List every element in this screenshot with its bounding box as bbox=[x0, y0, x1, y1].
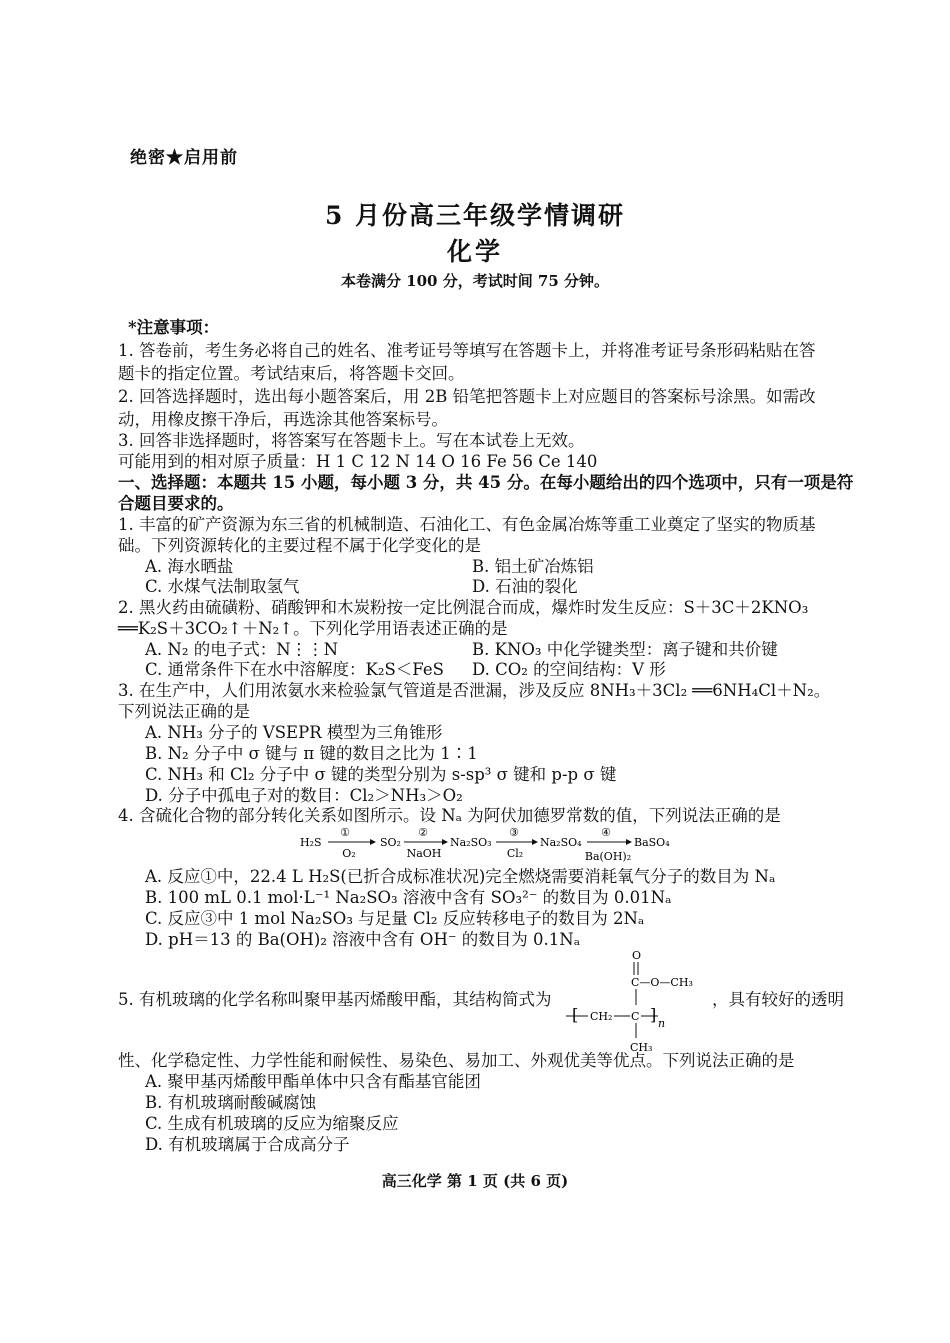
q5-stem-cont: 性、化学稳定性、力学性能和耐候性、易染色、易加工、外观优美等优点。下列说法正确的是 bbox=[118, 1051, 795, 1070]
reagent-o2: O₂ bbox=[342, 847, 356, 860]
step-2-label: ② bbox=[418, 826, 428, 839]
subject-title: 化学 bbox=[446, 237, 503, 266]
species-na2so4: Na₂SO₄ bbox=[540, 836, 582, 849]
notice-line: 动，用橡皮擦干净后，再选涂其他答案标号。 bbox=[118, 410, 448, 429]
q5-option-b: B. 有机玻璃耐酸碱腐蚀 bbox=[145, 1093, 317, 1112]
species-baso4: BaSO₄ bbox=[634, 836, 670, 849]
q1-stem: 1. 丰富的矿产资源为东三省的机械制造、石油化工、有色金属冶炼等重工业奠定了坚实的物质基 bbox=[118, 515, 816, 534]
quaternary-carbon: C bbox=[631, 1010, 640, 1023]
q1-option-b: B. 铝土矿冶炼铝 bbox=[472, 557, 594, 576]
q5-option-d: D. 有机玻璃属于合成高分子 bbox=[145, 1135, 350, 1154]
q1-option-a: A. 海水晒盐 bbox=[145, 557, 234, 576]
q2-option-a: A. N₂ 的电子式：N⋮⋮N bbox=[145, 640, 339, 659]
section-heading-cont: 合题目要求的。 bbox=[118, 494, 234, 513]
pmma-structure bbox=[566, 945, 706, 1055]
q5-stem-post: ，具有较好的透明 bbox=[712, 990, 844, 1009]
q3-option-b: B. N₂ 分子中 σ 键与 π 键的数目之比为 1∶1 bbox=[145, 744, 478, 763]
carbonyl-oxygen: O bbox=[632, 949, 642, 962]
q4-stem: 4. 含硫化合物的部分转化关系如图所示。设 Nₐ 为阿伏加德罗常数的值，下列说法正确的是 bbox=[118, 806, 781, 825]
section-heading: 一、选择题：本题共 15 小题，每小题 3 分，共 45 分。在每小题给出的四个选项中，只有一项是符 bbox=[118, 473, 854, 492]
q2-stem-cont: ══K₂S＋3CO₂↑＋N₂↑。下列化学用语表述正确的是 bbox=[118, 619, 508, 638]
repeat-n: n bbox=[658, 1017, 666, 1030]
notice-heading: *注意事项： bbox=[128, 318, 220, 337]
notice-line: 题卡的指定位置。考试结束后，将答题卡交回。 bbox=[118, 364, 465, 383]
q4-option-a: A. 反应①中，22.4 L H₂S(已折合成标准状况)完全燃烧需要消耗氧气分子的数目为 Nₐ bbox=[145, 867, 776, 886]
species-so2: SO₂ bbox=[380, 836, 401, 849]
step-3-label: ③ bbox=[509, 826, 519, 839]
ch2-group: CH₂ bbox=[590, 1010, 613, 1023]
left-bracket: [ bbox=[572, 1005, 579, 1024]
exam-meta: 本卷满分 100 分，考试时间 75 分钟。 bbox=[340, 272, 610, 290]
q2-option-b: B. KNO₃ 中化学键类型：离子键和共价键 bbox=[472, 640, 778, 659]
q1-stem-cont: 础。下列资源转化的主要过程不属于化学变化的是 bbox=[118, 536, 481, 555]
step-1-label: ① bbox=[340, 826, 350, 839]
q2-stem: 2. 黑火药由硫磺粉、硝酸钾和木炭粉按一定比例混合而成，爆炸时发生反应：S＋3C＋2KNO₃ bbox=[118, 598, 809, 617]
reagent-baoh2: Ba(OH)₂ bbox=[584, 850, 632, 863]
species-h2s: H₂S bbox=[300, 836, 322, 849]
notice-line: 1. 答卷前，考生务必将自己的姓名、准考证号等填写在答题卡上，并将准考证号条形码粘贴在答 bbox=[118, 341, 816, 360]
notice-line: 3. 回答非选择题时，将答案写在答题卡上。写在本试卷上无效。 bbox=[118, 431, 585, 450]
q4-option-b: B. 100 mL 0.1 mol·L⁻¹ Na₂SO₃ 溶液中含有 SO₃²⁻ 的数目为 0.01Nₐ bbox=[145, 888, 672, 907]
q5-stem: 5. 有机玻璃的化学名称叫聚甲基丙烯酸甲酯，其结构简式为 bbox=[118, 990, 552, 1009]
species-na2so3: Na₂SO₃ bbox=[450, 836, 492, 849]
secret-label: 绝密★启用前 bbox=[130, 148, 238, 168]
q3-stem: 3. 在生产中，人们用浓氨水来检验氯气管道是否泄漏，涉及反应 8NH₃＋3Cl₂ ══6NH₄Cl＋N₂。 bbox=[118, 681, 831, 700]
notice-line: 2. 回答选择题时，选出每小题答案后，用 2B 铅笔把答题卡上对应题目的答案标号涂黑。如需改 bbox=[118, 387, 816, 406]
methyl-group: CH₃ bbox=[630, 1041, 653, 1054]
q1-option-c: C. 水煤气法制取氢气 bbox=[145, 577, 300, 596]
q5-option-c: C. 生成有机玻璃的反应为缩聚反应 bbox=[145, 1114, 399, 1133]
ester-group: C—O—CH₃ bbox=[631, 976, 693, 989]
q3-option-a: A. NH₃ 分子的 VSEPR 模型为三角锥形 bbox=[145, 723, 443, 742]
step-4-label: ④ bbox=[601, 826, 611, 839]
q1-option-d: D. 石油的裂化 bbox=[472, 577, 578, 596]
q2-option-d: D. CO₂ 的空间结构：V 形 bbox=[472, 660, 666, 679]
page-footer: 高三化学 第 1 页 (共 6 页) bbox=[381, 1172, 569, 1190]
q3-option-d: D. 分子中孤电子对的数目：Cl₂＞NH₃＞O₂ bbox=[145, 786, 463, 805]
sulfur-conversion-scheme bbox=[300, 824, 680, 868]
exam-title: 5 月份高三年级学情调研 bbox=[324, 201, 626, 230]
q2-option-c: C. 通常条件下在水中溶解度：K₂S＜FeS bbox=[145, 660, 444, 679]
q3-stem-cont: 下列说法正确的是 bbox=[118, 702, 250, 721]
q5-option-a: A. 聚甲基丙烯酸甲酯单体中只含有酯基官能团 bbox=[145, 1072, 481, 1091]
q4-option-d: D. pH＝13 的 Ba(OH)₂ 溶液中含有 OH⁻ 的数目为 0.1Nₐ bbox=[145, 930, 581, 949]
right-bracket: ] bbox=[650, 1005, 657, 1024]
q4-option-c: C. 反应③中 1 mol Na₂SO₃ 与足量 Cl₂ 反应转移电子的数目为 2Nₐ bbox=[145, 909, 645, 928]
reagent-naoh: NaOH bbox=[406, 847, 442, 860]
q3-option-c: C. NH₃ 和 Cl₂ 分子中 σ 键的类型分别为 s-sp³ σ 键和 p-p σ 键 bbox=[145, 765, 617, 784]
atomic-mass-line: 可能用到的相对原子质量：H 1 C 12 N 14 O 16 Fe 56 Ce 140 bbox=[118, 452, 598, 471]
reagent-cl2: Cl₂ bbox=[506, 847, 524, 860]
